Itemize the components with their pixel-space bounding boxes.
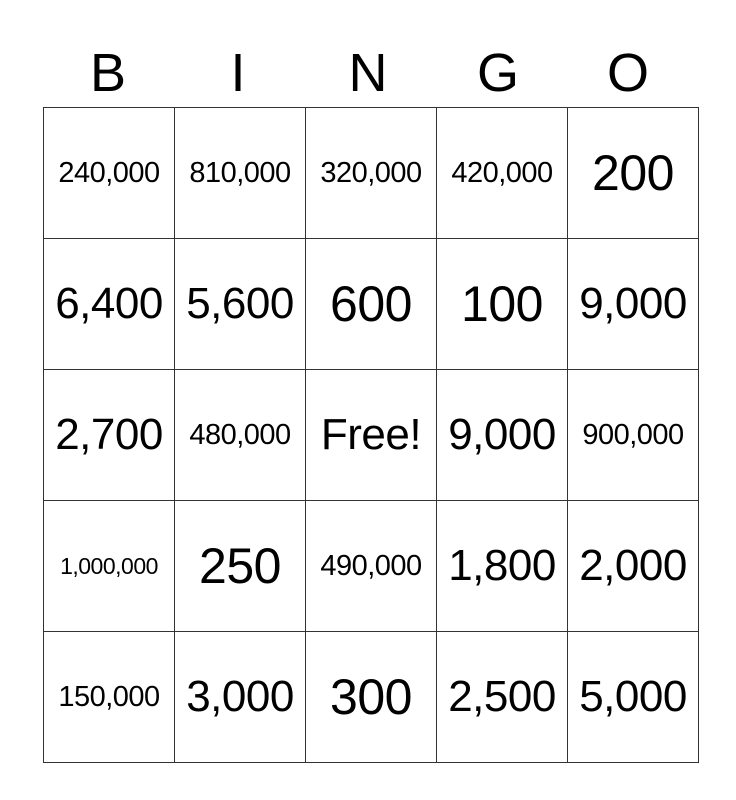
bingo-cell[interactable]: 2,700: [44, 370, 175, 501]
bingo-cell[interactable]: 9,000: [568, 239, 699, 370]
bingo-cell[interactable]: 150,000: [44, 632, 175, 763]
header-letter-i: I: [230, 43, 246, 103]
bingo-cell[interactable]: 420,000: [437, 108, 568, 239]
bingo-cell[interactable]: 2,500: [437, 632, 568, 763]
header-letter-g: G: [476, 43, 519, 103]
bingo-cell[interactable]: 810,000: [175, 108, 306, 239]
bingo-cell[interactable]: 1,800: [437, 501, 568, 632]
bingo-cell[interactable]: 250: [175, 501, 306, 632]
bingo-cell[interactable]: 9,000: [437, 370, 568, 501]
bingo-row: [44, 239, 699, 370]
bingo-cell[interactable]: 200: [568, 108, 699, 239]
bingo-row: [44, 108, 699, 239]
bingo-cell[interactable]: 5,600: [175, 239, 306, 370]
bingo-cell[interactable]: 480,000: [175, 370, 306, 501]
bingo-row: [44, 501, 699, 632]
bingo-cell[interactable]: 100: [437, 239, 568, 370]
bingo-cell[interactable]: 240,000: [44, 108, 175, 239]
bingo-cell[interactable]: 320,000: [306, 108, 437, 239]
bingo-cell[interactable]: 900,000: [568, 370, 699, 501]
header-letter-n: N: [348, 43, 388, 103]
bingo-row: [44, 632, 699, 763]
bingo-card-grid: [43, 107, 699, 763]
bingo-cell[interactable]: 3,000: [175, 632, 306, 763]
header-letter-o: O: [606, 43, 649, 103]
bingo-cell[interactable]: 6,400: [44, 239, 175, 370]
header-letter-b: B: [89, 43, 127, 103]
bingo-header: [43, 38, 693, 108]
free-space-cell[interactable]: Free!: [306, 370, 437, 501]
bingo-cell[interactable]: 490,000: [306, 501, 437, 632]
bingo-cell[interactable]: 2,000: [568, 501, 699, 632]
bingo-cell[interactable]: 5,000: [568, 632, 699, 763]
bingo-cell[interactable]: 300: [306, 632, 437, 763]
bingo-cell[interactable]: 600: [306, 239, 437, 370]
bingo-row: [44, 370, 699, 501]
bingo-cell[interactable]: 1,000,000: [44, 501, 175, 632]
